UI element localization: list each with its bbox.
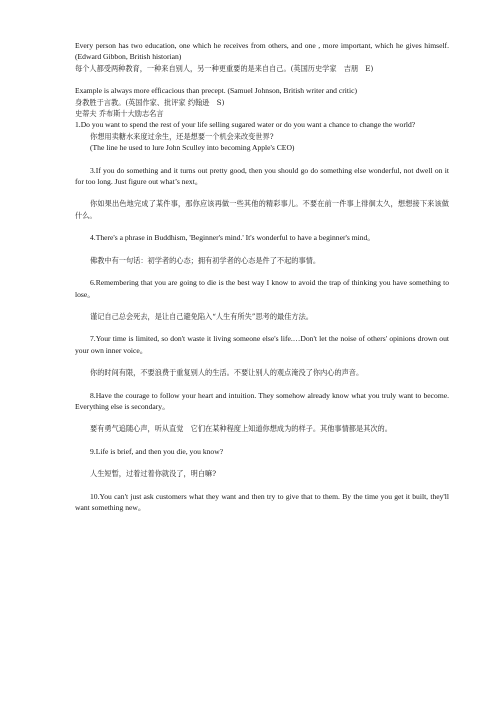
document-page: [75, 40, 449, 513]
quote-9-en: 9.Life is brief, and then you die, you know?: [90, 446, 224, 456]
quote-6-en: 6.Remembering that you are going to die is the best way I know to avoid the trap of thinking you have something to lose。: [75, 278, 449, 299]
quote-8-cn: 要有勇气追随心声，听从直觉 它们在某种程度上知道你想成为的样子。其他事情都是其次的。: [90, 424, 392, 434]
quote-4-cn: 佛教中有一句话：初学者的心态；拥有初学者的心态是件了不起的事情。: [90, 255, 321, 265]
quote-3-cn: 你如果出色地完成了某件事，那你应该再做一些其他的精彩事儿。不要在前一件事上徘徊太久，想想接下来该做什么。: [75, 199, 449, 220]
intro-quote-gibbon-en: Every person has two education, one which he receives from others, and one , more important, which he gives himself. (Edward Gibbon, British historian): [75, 41, 449, 62]
quote-8-en: 8.Have the courage to follow your heart and intuition. They somehow already know what you truly want to become. Everything else is secondary。: [75, 390, 449, 411]
quote-9-cn: 人生短暂，过着过着你就没了，明白嘛?: [90, 469, 217, 479]
quote-10-en: 10.You can't just ask customers what they want and then try to give that to them. By the time you get it built, they'll want something new。: [75, 491, 449, 512]
quote-4-en: 4.There's a phrase in Buddhism, 'Beginner's mind.' It's wonderful to have a beginner's mind。: [90, 233, 375, 243]
quote-6-cn: 谨记自己总会死去，是让自己避免陷入“人生有所失”思考的最佳方法。: [90, 311, 313, 321]
quote-3-en: 3.If you do something and it turns out pretty good, then you should go do something else wonderful, not dwell on it for too long. Just figure out what’s next。: [75, 165, 449, 187]
quote-1-note: (The line he used to lure John Sculley into becoming Apple's CEO): [90, 143, 295, 153]
intro-quote-gibbon-cn: 每个人都受两种教育，一种来自别人，另一种更重要的是来自自己。(英国历史学家 吉朋 E): [75, 63, 374, 73]
intro-quote-johnson-cn: 身教胜于言教。(英国作家、批评家 约翰逊 S): [75, 97, 225, 107]
quote-7-cn: 你的时间有限，不要浪费于重复别人的生活。不要让别人的观点淹没了你内心的声音。: [90, 368, 364, 378]
quote-1-cn: 你想用卖糖水来度过余生，还是想要一个机会来改变世界?: [90, 131, 274, 141]
intro-quote-johnson-en: Example is always more efficacious than precept. (Samuel Johnson, British writer and critic): [75, 86, 358, 96]
quote-7-en: 7.Your time is limited, so don't waste it living someone else's life.…Don't let the noise of others' opinions drown out your own inner voice。: [75, 334, 449, 355]
section-title: 史蒂夫 乔布斯十大励志名言: [75, 109, 164, 119]
quote-1-en: 1.Do you want to spend the rest of your life selling sugared water or do you want a chance to change the world?: [75, 120, 416, 130]
